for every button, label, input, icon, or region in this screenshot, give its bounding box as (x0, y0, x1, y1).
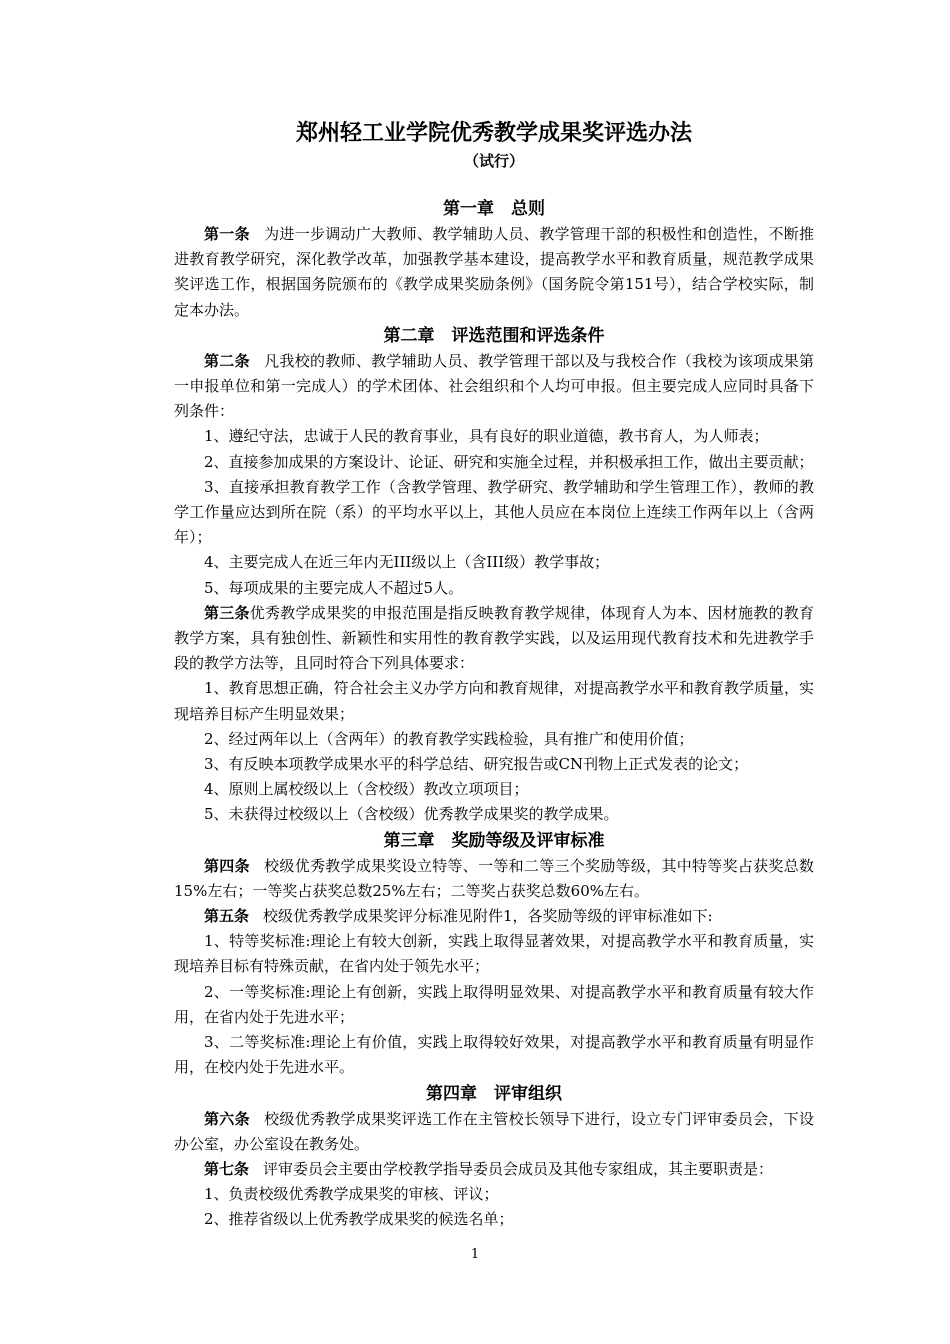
list-item: 4、原则上属校级以上（含校级）教改立项项目； (204, 780, 529, 799)
list-item: 2、一等奖标准:理论上有创新，实践上取得明显效果、对提高教学水平和教育质量有较大作用，在省内处于先进水平； (174, 982, 814, 1026)
list-item: 3、二等奖标准:理论上有价值，实践上取得较好效果，对提高教学水平和教育质量有明显作用，在校内处于先进水平。 (174, 1033, 814, 1077)
article-text: 校级优秀教学成果奖评分标准见附件1，各奖励等级的评审标准如下: (263, 907, 713, 926)
list-item: 5、每项成果的主要完成人不超过5人。 (204, 578, 464, 597)
chapter-4-heading: 第四章 评审组织 (426, 1083, 562, 1104)
article-text: 为进一步调动广大教师、教学辅助人员、教学管理干部的积极性和创造性，不断推进教育教学研究，深化教学改革，加强教学基本建设，提高教学水平和教育质量，规范教学成果奖评选工作，根据国务院颁布的《教学成果奖励条例》（国务院令第151号），结合学校实际，制定本办法。 (174, 225, 814, 319)
list-item: 1、教育思想正确，符合社会主义办学方向和教育规律，对提高教学水平和教育教学质量，实现培养目标产生明显效果； (174, 679, 814, 723)
list-item: 1、负责校级优秀教学成果奖的审核、评议； (204, 1185, 499, 1204)
chapter-1-heading: 第一章 总则 (443, 199, 545, 219)
list-item: 5、未获得过校级以上（含校级）优秀教学成果奖的教学成果。 (204, 805, 619, 824)
article-2 (174, 349, 814, 425)
article-text: 评审委员会主要由学校教学指导委员会成员及其他专家组成，其主要职责是： (263, 1159, 774, 1178)
list-item: 3、有反映本项教学成果水平的科学总结、研究报告或CN刊物上正式发表的论文； (204, 755, 749, 774)
article-label: 第一条 (204, 225, 250, 243)
chapter-2-heading: 第二章 评选范围和评选条件 (383, 325, 605, 346)
list-item: 1、特等奖标准:理论上有较大创新，实践上取得显著效果，对提高教学水平和教育质量，实现培养目标有特殊贡献，在省内处于领先水平； (174, 932, 814, 976)
article-6 (174, 1107, 814, 1157)
document-subtitle: （试行） (463, 152, 524, 170)
list-item: 2、经过两年以上（含两年）的教育教学实践检验，具有推广和使用价值； (204, 729, 694, 748)
article-label: 第六条 (204, 1109, 250, 1128)
document-page (174, 118, 814, 1233)
article-label: 第三条 (204, 603, 250, 622)
article-label: 第七条 (204, 1159, 250, 1178)
article-1 (174, 222, 814, 323)
chapter-3-heading: 第三章 奖励等级及评审标准 (383, 830, 605, 851)
article-5 (174, 904, 814, 929)
list-item: 2、直接参加成果的方案设计、论证、研究和实施全过程，并积极承担工作，做出主要贡献； (204, 452, 814, 471)
list-item: 2、推荐省级以上优秀教学成果奖的候选名单； (204, 1210, 514, 1229)
article-label: 第四条 (204, 856, 250, 875)
article-label: 第五条 (204, 907, 250, 926)
article-text: 校级优秀教学成果奖设立特等、一等和二等三个奖励等级，其中特等奖占获奖总数15%左右；一等奖占获奖总数25%左右；二等奖占获奖总数60%左右。 (174, 856, 814, 900)
article-text: 凡我校的教师、教学辅助人员、教学管理干部以及与我校合作（我校为该项成果第一申报单位和第一完成人）的学术团体、社会组织和个人均可申报。但主要完成人应同时具备下列条件： (174, 351, 814, 421)
document-title: 郑州轻工业学院优秀教学成果奖评选办法 (295, 121, 692, 146)
list-item: 1、遵纪守法，忠诚于人民的教育事业，具有良好的职业道德，教书育人，为人师表； (204, 427, 769, 446)
article-label: 第二条 (204, 351, 250, 370)
article-7 (174, 1157, 814, 1182)
article-3 (174, 601, 814, 677)
list-item: 3、直接承担教育教学工作（含教学管理、教学研究、教学辅助和学生管理工作），教师的教学工作量应达到所在院（系）的平均水平以上，其他人员应在本岗位上连续工作两年以上（含两年）； (174, 477, 814, 547)
article-text: 校级优秀教学成果奖评选工作在主管校长领导下进行，设立专门评审委员会，下设办公室，办公室设在教务处。 (174, 1109, 814, 1153)
list-item: 4、主要完成人在近三年内无III级以上（含III级）教学事故； (204, 553, 610, 572)
page-number: 1 (470, 1247, 480, 1262)
article-text: 优秀教学成果奖的申报范围是指反映教育教学规律，体现育人为本、因材施教的教育教学方案，具有独创性、新颖性和实用性的教育教学实践，以及运用现代教育技术和先进教学手段的教学方法等，且同时符合下列具体要求： (174, 603, 814, 673)
article-4 (174, 854, 814, 904)
